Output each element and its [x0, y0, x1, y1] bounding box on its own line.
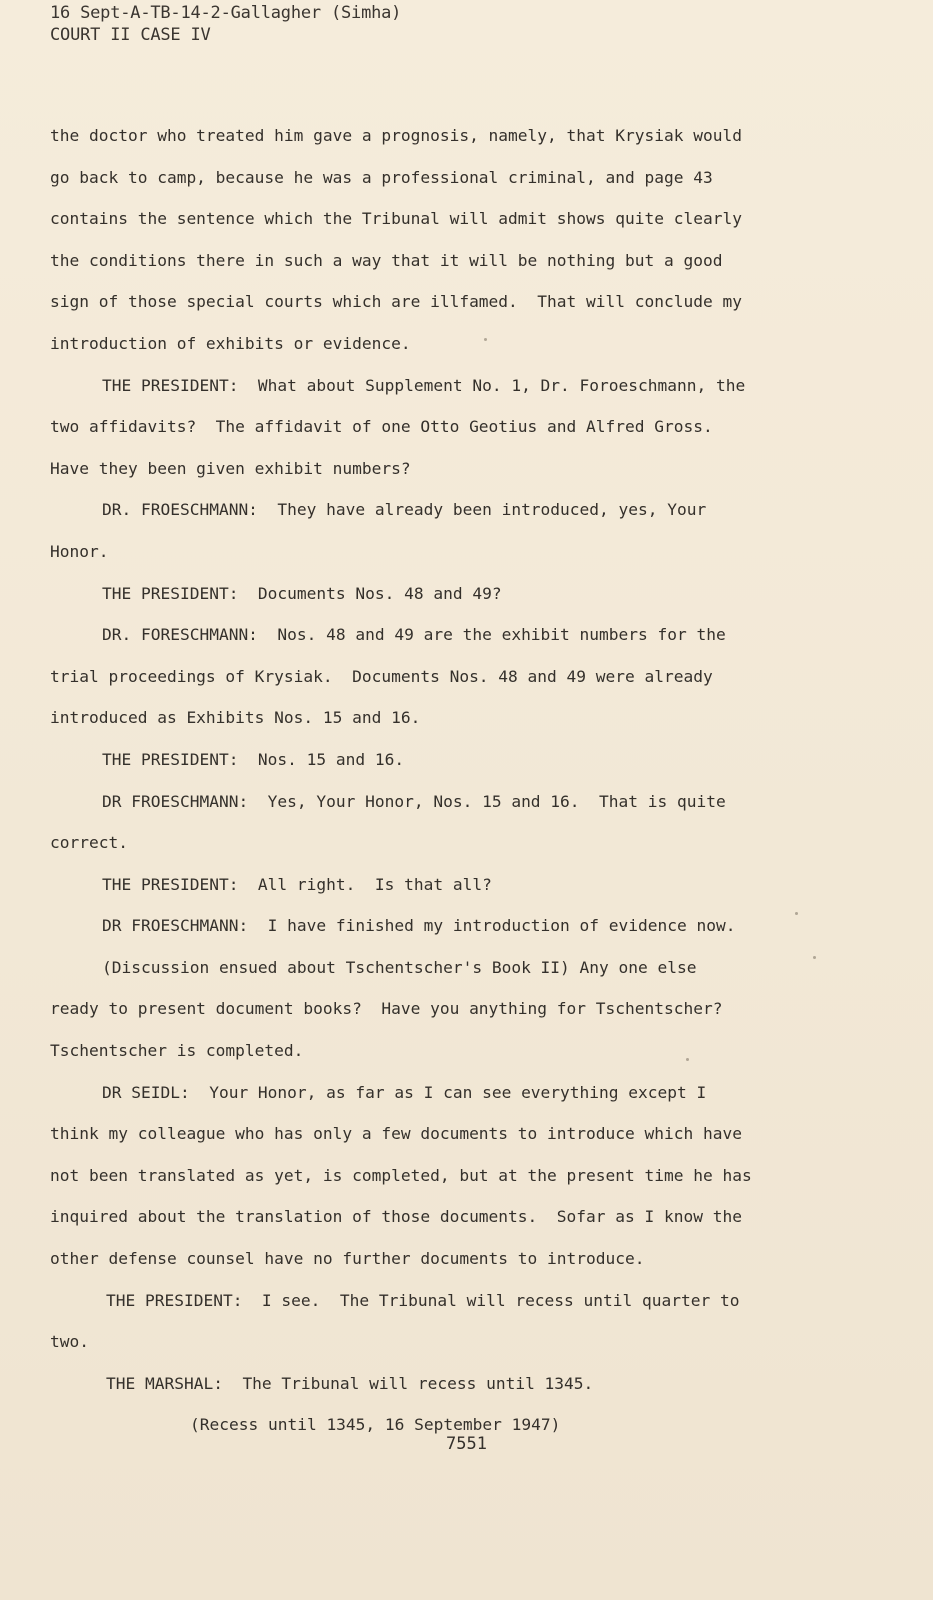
transcript-line: THE PRESIDENT: All right. Is that all? [102, 874, 492, 894]
document-header [50, 2, 401, 46]
page-number: 7551 [446, 1434, 487, 1454]
transcript-line: introduced as Exhibits Nos. 15 and 16. [50, 708, 421, 728]
paper-speck [813, 956, 816, 959]
header-case-line: 16 Sept-A-TB-14-2-Gallagher (Simha) [50, 3, 402, 23]
transcript-line: introduction of exhibits or evidence. [50, 333, 411, 353]
transcript-line: DR SEIDL: Your Honor, as far as I can see everything except I [102, 1082, 707, 1102]
transcript-line: think my colleague who has only a few documents to introduce which have [50, 1124, 742, 1144]
transcript-line: ready to present document books? Have you anything for Tschentscher? [50, 999, 723, 1019]
transcript-line: DR FROESCHMANN: Yes, Your Honor, Nos. 15 and 16. That is quite [102, 791, 726, 811]
transcript-line: inquired about the translation of those documents. Sofar as I know the [50, 1207, 742, 1227]
transcript-line: DR FROESCHMANN: I have finished my introduction of evidence now. [102, 916, 736, 936]
transcript-line: go back to camp, because he was a professional criminal, and page 43 [50, 167, 713, 187]
transcript-line: the doctor who treated him gave a prognosis, namely, that Krysiak would [50, 126, 742, 145]
transcript-line: sign of those special courts which are illfamed. That will conclude my [50, 292, 742, 312]
paper-speck [795, 912, 798, 915]
transcript-line: two. [50, 1332, 89, 1352]
transcript-line: Have they been given exhibit numbers? [50, 458, 411, 478]
transcript-line: (Discussion ensued about Tschentscher's Book II) Any one else [102, 957, 697, 977]
header-court-line: COURT II CASE IV [50, 25, 211, 45]
transcript-line: DR. FORESCHMANN: Nos. 48 and 49 are the exhibit numbers for the [102, 625, 726, 645]
transcript-line: THE PRESIDENT: Nos. 15 and 16. [102, 749, 405, 769]
transcript-line: DR. FROESCHMANN: They have already been introduced, yes, Your [102, 500, 707, 520]
paper-speck [686, 1058, 689, 1061]
transcript-line: correct. [50, 833, 128, 853]
transcript-line: Honor. [50, 541, 109, 561]
transcript-line: THE PRESIDENT: I see. The Tribunal will recess until quarter to [106, 1290, 740, 1310]
transcript-line: (Recess until 1345, 16 September 1947) [190, 1415, 561, 1435]
paper-speck [484, 338, 487, 341]
transcript-line: two affidavits? The affidavit of one Otto Geotius and Alfred Gross. [50, 417, 713, 437]
transcript-body [50, 115, 870, 1446]
transcript-line: the conditions there in such a way that it will be nothing but a good [50, 250, 723, 270]
transcript-line: Tschentscher is completed. [50, 1041, 304, 1061]
transcript-line: trial proceedings of Krysiak. Documents Nos. 48 and 49 were already [50, 666, 713, 686]
transcript-line: contains the sentence which the Tribunal will admit shows quite clearly [50, 209, 742, 229]
transcript-line: THE PRESIDENT: What about Supplement No. 1, Dr. Foroeschmann, the [102, 375, 746, 395]
transcript-line: THE PRESIDENT: Documents Nos. 48 and 49? [102, 583, 502, 603]
transcript-line: other defense counsel have no further documents to introduce. [50, 1249, 645, 1269]
transcript-line: not been translated as yet, is completed, but at the present time he has [50, 1165, 752, 1185]
transcript-line: THE MARSHAL: The Tribunal will recess until 1345. [106, 1373, 594, 1393]
